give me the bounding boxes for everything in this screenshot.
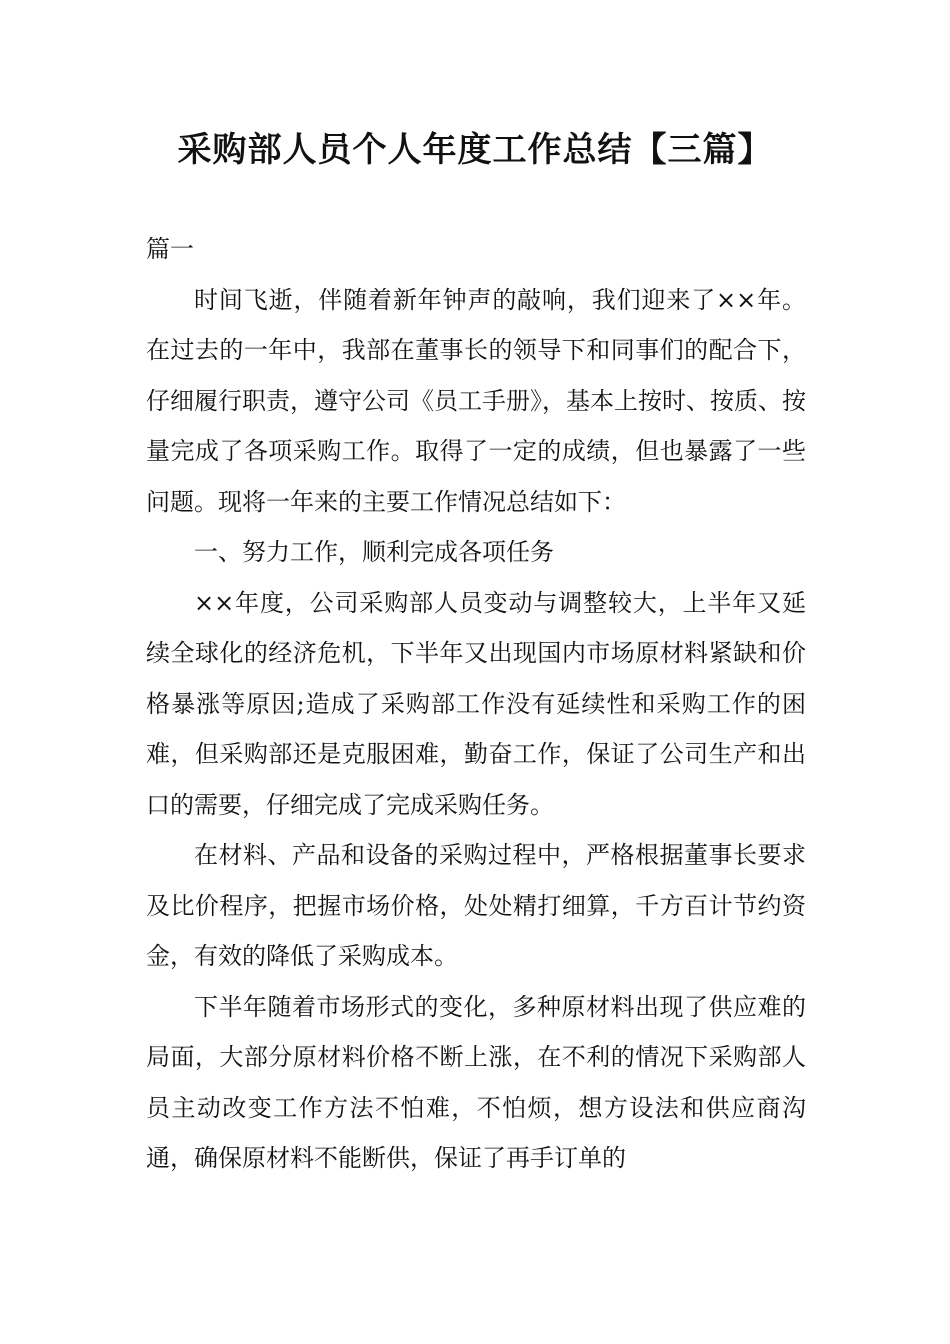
- document-body: [146, 224, 806, 1184]
- section-heading: 一、努力工作，顺利完成各项任务: [194, 538, 554, 566]
- paragraph: ××年度，公司采购部人员变动与调整较大，上半年又延续全球化的经济危机，下半年又出现国内市场原材料紧缺和价格暴涨等原因;造成了采购部工作没有延续性和采购工作的困难，但采购部还是克服困难，勤奋工作，保证了公司生产和出口的需要，仔细完成了完成采购任务。: [146, 588, 806, 819]
- section-label: 篇一: [146, 235, 194, 263]
- paragraph: 在材料、产品和设备的采购过程中，严格根据董事长要求及比价程序，把握市场价格，处处精打细算，千方百计节约资金，有效的降低了采购成本。: [146, 841, 806, 970]
- paragraph-intro: 时间飞逝，伴随着新年钟声的敲响，我们迎来了××年。在过去的一年中，我部在董事长的领导下和同事们的配合下，仔细履行职责，遵守公司《员工手册》，基本上按时、按质、按量完成了各项采购工作。取得了一定的成绩，但也暴露了一些问题。现将一年来的主要工作情况总结如下：: [146, 285, 806, 516]
- document-title: 采购部人员个人年度工作总结【三篇】: [177, 130, 773, 170]
- paragraph: 下半年随着市场形式的变化，多种原材料出现了供应难的局面，大部分原材料价格不断上涨，在不利的情况下采购部人员主动改变工作方法不怕难，不怕烦，想方设法和供应商沟通，确保原材料不能断供，保证了再手订单的: [146, 992, 806, 1172]
